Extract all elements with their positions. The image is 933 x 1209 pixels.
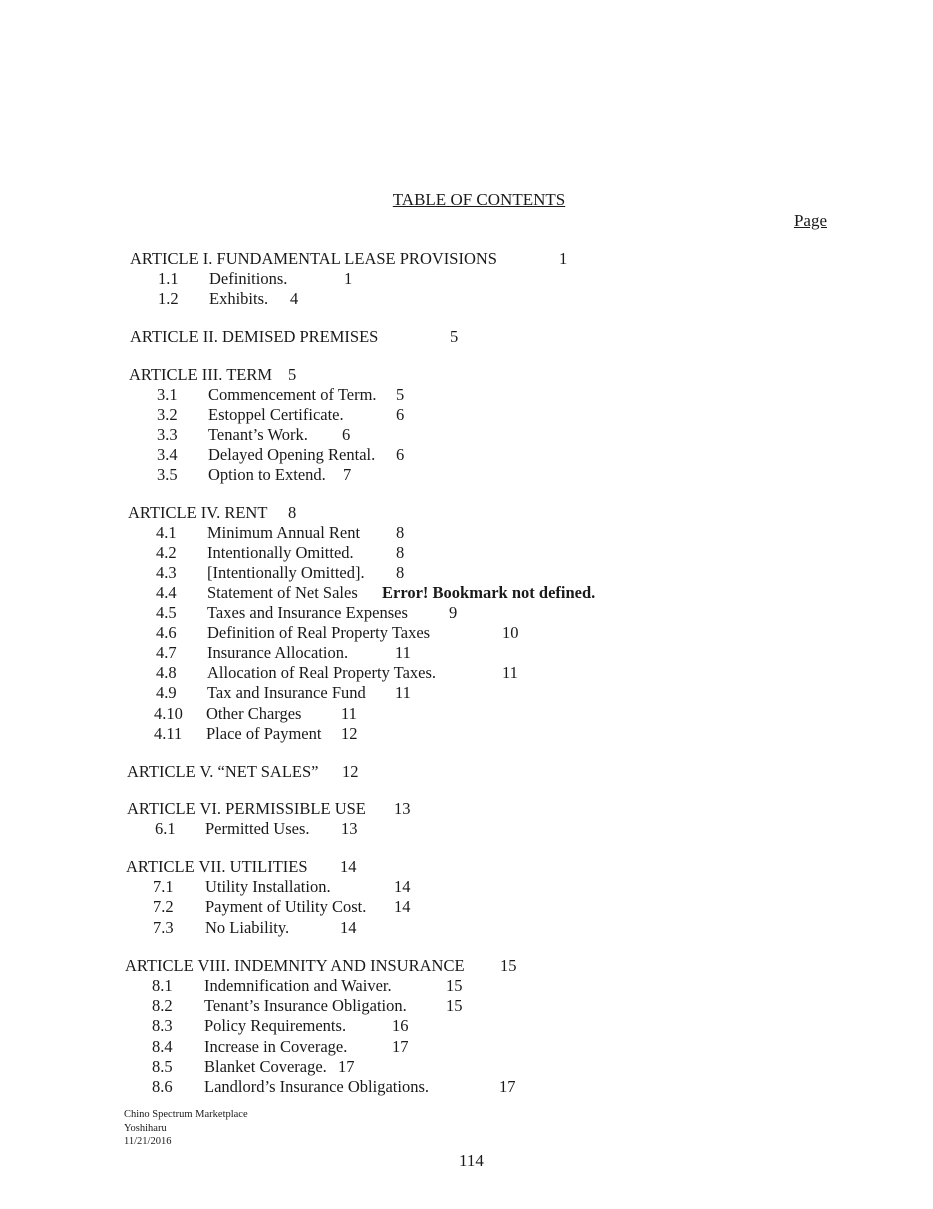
article-title: ARTICLE III. TERM bbox=[129, 365, 273, 384]
section-number: 4.4 bbox=[156, 583, 177, 602]
section-title: Estoppel Certificate. bbox=[208, 405, 344, 424]
section-page: 9 bbox=[449, 603, 458, 622]
section-number: 3.1 bbox=[157, 385, 178, 404]
footer-date: 11/21/2016 bbox=[124, 1136, 172, 1147]
section-title: Taxes and Insurance Expenses bbox=[207, 603, 408, 622]
section-page: 4 bbox=[290, 289, 299, 308]
section-page: 8 bbox=[396, 543, 405, 562]
section-number: 4.5 bbox=[156, 603, 177, 622]
section-title: Intentionally Omitted. bbox=[207, 543, 354, 562]
section-page: 10 bbox=[502, 623, 519, 642]
article-page: 15 bbox=[500, 956, 517, 975]
section-title: Statement of Net Sales bbox=[207, 583, 358, 602]
article-title: ARTICLE IV. RENT bbox=[128, 503, 268, 522]
section-number: 4.7 bbox=[156, 643, 177, 662]
section-title: [Intentionally Omitted]. bbox=[207, 563, 365, 582]
toc-title: TABLE OF CONTENTS bbox=[392, 190, 566, 209]
section-number: 3.2 bbox=[157, 405, 178, 424]
section-number: 4.1 bbox=[156, 523, 177, 542]
section-number: 4.6 bbox=[156, 623, 177, 642]
article-title: ARTICLE II. DEMISED PREMISES bbox=[130, 327, 379, 346]
section-page: 1 bbox=[344, 269, 353, 288]
section-number: 4.3 bbox=[156, 563, 177, 582]
section-title: Exhibits. bbox=[209, 289, 269, 308]
section-page: 5 bbox=[396, 385, 405, 404]
section-page: 11 bbox=[395, 683, 411, 702]
section-page: 15 bbox=[446, 976, 463, 995]
section-page: 13 bbox=[341, 819, 358, 838]
section-title: Tax and Insurance Fund bbox=[207, 683, 366, 702]
section-title: Payment of Utility Cost. bbox=[205, 897, 367, 916]
section-number: 8.2 bbox=[152, 996, 173, 1015]
section-page: 6 bbox=[396, 445, 405, 464]
section-number: 7.2 bbox=[153, 897, 174, 916]
section-page: 8 bbox=[396, 523, 405, 542]
footer-tenant: Yoshiharu bbox=[124, 1122, 167, 1134]
article-title: ARTICLE VIII. INDEMNITY AND INSURANCE bbox=[125, 956, 465, 975]
section-page: 6 bbox=[342, 425, 351, 444]
section-title: Allocation of Real Property Taxes. bbox=[207, 663, 437, 682]
section-page: 11 bbox=[341, 704, 357, 723]
section-number: 1.2 bbox=[158, 289, 179, 308]
section-number: 8.5 bbox=[152, 1057, 173, 1076]
article-title: ARTICLE V. “NET SALES” bbox=[127, 762, 319, 781]
section-title: Increase in Coverage. bbox=[204, 1037, 348, 1056]
section-title: Landlord’s Insurance Obligations. bbox=[204, 1077, 429, 1096]
section-page: 14 bbox=[394, 877, 411, 896]
article-page: 1 bbox=[559, 249, 568, 268]
section-title: Tenant’s Work. bbox=[208, 425, 308, 444]
section-title: No Liability. bbox=[205, 918, 290, 937]
section-number: 8.1 bbox=[152, 976, 173, 995]
section-number: 4.10 bbox=[154, 704, 183, 723]
article-title: ARTICLE VII. UTILITIES bbox=[126, 857, 308, 876]
section-page: 8 bbox=[396, 563, 405, 582]
section-title: Delayed Opening Rental. bbox=[208, 445, 376, 464]
section-page: 17 bbox=[499, 1077, 516, 1096]
article-page: 5 bbox=[288, 365, 297, 384]
section-page: 15 bbox=[446, 996, 463, 1015]
section-page: 11 bbox=[395, 643, 411, 662]
section-number: 3.5 bbox=[157, 465, 178, 484]
section-title: Permitted Uses. bbox=[205, 819, 310, 838]
section-title: Blanket Coverage. bbox=[204, 1057, 327, 1076]
section-page: 16 bbox=[392, 1016, 409, 1035]
section-number: 4.11 bbox=[154, 724, 183, 743]
section-title: Definition of Real Property Taxes bbox=[207, 623, 431, 642]
footer-block bbox=[124, 1108, 248, 1149]
section-title: Tenant’s Insurance Obligation. bbox=[204, 996, 407, 1015]
section-number: 8.3 bbox=[152, 1016, 173, 1035]
article-page: 14 bbox=[340, 857, 357, 876]
page-column-header: Page bbox=[793, 211, 827, 230]
toc-article bbox=[130, 249, 497, 269]
section-number: 8.4 bbox=[152, 1037, 173, 1056]
section-number: 4.8 bbox=[156, 663, 177, 682]
section-number: 1.1 bbox=[158, 269, 179, 288]
section-title: Definitions. bbox=[209, 269, 288, 288]
section-number: 3.4 bbox=[157, 445, 178, 464]
section-page: 14 bbox=[394, 897, 411, 916]
article-page: 8 bbox=[288, 503, 297, 522]
section-page-error: Error! Bookmark not defined. bbox=[382, 583, 596, 602]
section-page: 12 bbox=[341, 724, 358, 743]
section-page: 11 bbox=[502, 663, 518, 682]
article-page: 5 bbox=[450, 327, 459, 346]
article-page: 13 bbox=[394, 799, 411, 818]
page-number: 114 bbox=[459, 1151, 484, 1170]
article-title: ARTICLE I. FUNDAMENTAL LEASE PROVISIONS bbox=[130, 249, 497, 268]
section-page: 17 bbox=[338, 1057, 355, 1076]
section-title: Place of Payment bbox=[206, 724, 322, 743]
section-title: Insurance Allocation. bbox=[207, 643, 349, 662]
section-number: 8.6 bbox=[152, 1077, 173, 1096]
section-title: Minimum Annual Rent bbox=[207, 523, 361, 542]
section-title: Other Charges bbox=[206, 704, 302, 723]
article-page: 12 bbox=[342, 762, 359, 781]
section-title: Policy Requirements. bbox=[204, 1016, 347, 1035]
section-number: 4.2 bbox=[156, 543, 177, 562]
section-page: 7 bbox=[343, 465, 352, 484]
section-number: 3.3 bbox=[157, 425, 178, 444]
section-page: 14 bbox=[340, 918, 357, 937]
section-number: 7.1 bbox=[153, 877, 174, 896]
section-title: Option to Extend. bbox=[208, 465, 326, 484]
article-title: ARTICLE VI. PERMISSIBLE USE bbox=[127, 799, 366, 818]
section-page: 6 bbox=[396, 405, 405, 424]
section-number: 6.1 bbox=[155, 819, 176, 838]
section-title: Utility Installation. bbox=[205, 877, 331, 896]
footer-project: Chino Spectrum Marketplace bbox=[124, 1109, 248, 1120]
section-title: Indemnification and Waiver. bbox=[204, 976, 392, 995]
section-title: Commencement of Term. bbox=[208, 385, 377, 404]
section-page: 17 bbox=[392, 1037, 409, 1056]
section-number: 7.3 bbox=[153, 918, 174, 937]
section-number: 4.9 bbox=[156, 683, 177, 702]
